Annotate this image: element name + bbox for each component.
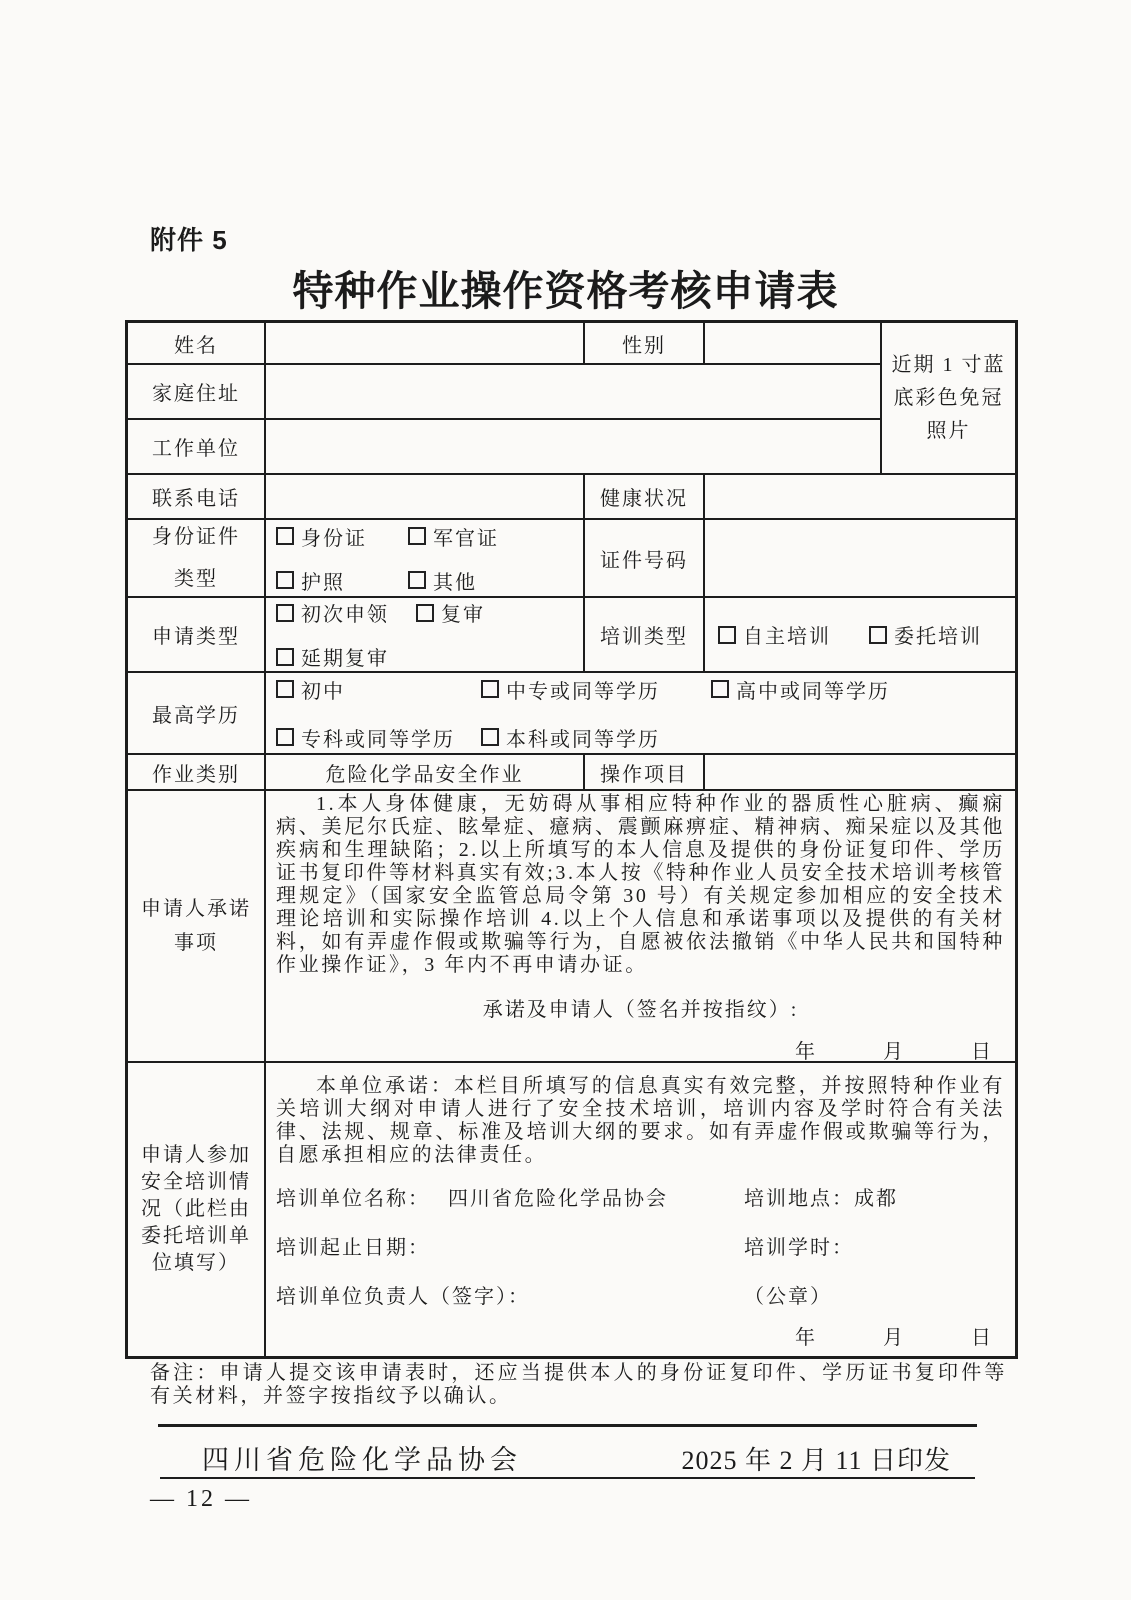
checkbox-icon[interactable]	[276, 648, 294, 666]
page-number: — 12 —	[150, 1486, 252, 1512]
training-place-label: 培训地点：	[744, 1188, 854, 1210]
id-number-label: 证件号码	[585, 520, 705, 598]
commitment-date-blank[interactable]: 年 月 日	[795, 1041, 993, 1063]
training-type-options	[705, 598, 1015, 673]
checkbox-junior-high[interactable]: 初中	[276, 675, 481, 704]
training-place-value: 成都	[854, 1188, 898, 1210]
gender-label: 性别	[585, 323, 705, 365]
official-seal-label: （公章）	[744, 1286, 832, 1308]
unit-head-signature-area[interactable]	[530, 1281, 744, 1303]
checkbox-icon[interactable]	[711, 680, 729, 698]
commitment-content	[266, 791, 1015, 1063]
checkbox-id-card[interactable]: 身份证	[276, 522, 408, 551]
checkbox-passport[interactable]: 护照	[276, 566, 408, 595]
photo-note-line: 底彩色免冠	[893, 386, 1004, 409]
health-input[interactable]	[705, 475, 1015, 520]
checkbox-bachelor[interactable]: 本科或同等学历	[481, 723, 660, 752]
apply-type-options	[266, 598, 585, 673]
education-options	[266, 673, 1015, 755]
checkbox-icon[interactable]	[276, 604, 294, 622]
checkbox-icon[interactable]	[481, 680, 499, 698]
checkbox-college[interactable]: 专科或同等学历	[276, 723, 481, 752]
employer-label: 工作单位	[128, 420, 266, 475]
checkbox-icon[interactable]	[276, 728, 294, 746]
training-period-label: 培训起止日期：	[276, 1237, 430, 1259]
checkbox-other-id[interactable]: 其他	[408, 566, 477, 595]
applicant-signature-area[interactable]: 承诺及申请人（签名并按指纹）:	[482, 999, 799, 1021]
training-type-label: 培训类型	[585, 598, 705, 673]
footer	[158, 1438, 977, 1477]
job-category-label: 作业类别	[128, 755, 266, 791]
page-title: 特种作业操作资格考核申请表	[292, 268, 839, 314]
job-category-value: 危险化学品安全作业	[266, 755, 585, 791]
training-record-label: 申请人参加 安全培训情 况（此栏由 委托培训单 位填写）	[128, 1063, 266, 1356]
address-input[interactable]	[266, 365, 882, 420]
checkbox-icon[interactable]	[276, 680, 294, 698]
checkbox-icon[interactable]	[718, 626, 736, 644]
education-label: 最高学历	[128, 673, 266, 755]
unit-commitment-text: 本单位承诺：本栏目所填写的信息真实有效完整，并按照特种作业有关培训大纲对申请人进行了安全技术培训，培训内容及学时符合有关法律、法规、规章、标准及培训大纲的要求。如有弄虚作假或欺骗等行为，自愿承担相应的法律责任。	[276, 1075, 1005, 1166]
footer-rule-bottom	[160, 1477, 975, 1479]
id-type-label: 身份证件 类型	[128, 520, 266, 598]
checkbox-military-id[interactable]: 军官证	[408, 522, 499, 551]
training-date-blank[interactable]: 年 月 日	[795, 1327, 993, 1349]
photo-note-line: 照片	[926, 419, 971, 442]
checkbox-technical-secondary[interactable]: 中专或同等学历	[481, 675, 711, 704]
checkbox-icon[interactable]	[276, 527, 294, 545]
checkbox-icon[interactable]	[481, 728, 499, 746]
footer-print-date: 2025 年 2 月 11 日印发	[681, 1446, 951, 1475]
checkbox-review[interactable]: 复审	[416, 598, 485, 627]
operation-item-label: 操作项目	[585, 755, 705, 791]
training-hours-input[interactable]	[854, 1232, 1005, 1254]
attachment-label: 附件 5	[150, 225, 228, 255]
checkbox-deferred-review[interactable]: 延期复审	[276, 642, 389, 671]
checkbox-senior-high[interactable]: 高中或同等学历	[711, 675, 890, 704]
checkbox-self-training[interactable]: 自主培训	[718, 620, 869, 649]
photo-note-line: 近期 1 寸蓝	[891, 353, 1006, 376]
training-hours-label: 培训学时：	[744, 1237, 854, 1259]
training-period-input[interactable]	[430, 1232, 744, 1254]
employer-input[interactable]	[266, 420, 882, 475]
id-type-options	[266, 520, 585, 598]
footer-issuer: 四川省危险化学品协会	[202, 1445, 522, 1475]
apply-type-label: 申请类型	[128, 598, 266, 673]
address-label: 家庭住址	[128, 365, 266, 420]
phone-label: 联系电话	[128, 475, 266, 520]
commitment-label: 申请人承诺 事项	[128, 791, 266, 1063]
phone-input[interactable]	[266, 475, 585, 520]
remark-note: 备注：申请人提交该申请表时，还应当提供本人的身份证复印件、学历证书复印件等有关材料，并签字按指纹予以确认。	[150, 1362, 1007, 1407]
training-unit-value: 四川省危险化学品协会	[448, 1188, 668, 1210]
name-input[interactable]	[266, 323, 585, 365]
checkbox-icon[interactable]	[408, 527, 426, 545]
gender-input[interactable]	[705, 323, 882, 365]
checkbox-icon[interactable]	[276, 571, 294, 589]
name-label: 姓名	[128, 323, 266, 365]
training-unit-label: 培训单位名称：	[276, 1188, 430, 1210]
health-label: 健康状况	[585, 475, 705, 520]
commitment-text: 1.本人身体健康，无妨碍从事相应特种作业的器质性心脏病、癫痫病、美尼尔氏症、眩晕症、癔病、震颤麻痹症、精神病、痴呆症以及其他疾病和生理缺陷；2.以上所填写的本人信息及提供的身份证复印件、学历证书复印件等材料真实有效;3.本人按《特种作业人员安全技术培训考核管理规定》（国家安全监管总局令第 30 号）有关规定参加相应的安全技术理论培训和实际操作培训 4.以上个人信息和承诺事项以及提供的有关材料，如有弄虚作假或欺骗等行为，自愿被依法撤销《中华人民共和国特种作业操作证》，3 年内不再申请办证。	[276, 793, 1005, 976]
training-record-content	[266, 1063, 1015, 1356]
operation-item-input[interactable]	[705, 755, 1015, 791]
checkbox-entrusted-training[interactable]: 委托培训	[869, 620, 982, 649]
checkbox-icon[interactable]	[416, 604, 434, 622]
checkbox-icon[interactable]	[408, 571, 426, 589]
checkbox-icon[interactable]	[869, 626, 887, 644]
unit-head-signature-label: 培训单位负责人（签字）：	[276, 1286, 530, 1308]
photo-area[interactable]	[882, 323, 1015, 475]
checkbox-first-application[interactable]: 初次申领	[276, 598, 416, 627]
application-form-table	[125, 320, 1018, 1359]
id-number-input[interactable]	[705, 520, 1015, 598]
footer-rule-top	[158, 1424, 977, 1427]
